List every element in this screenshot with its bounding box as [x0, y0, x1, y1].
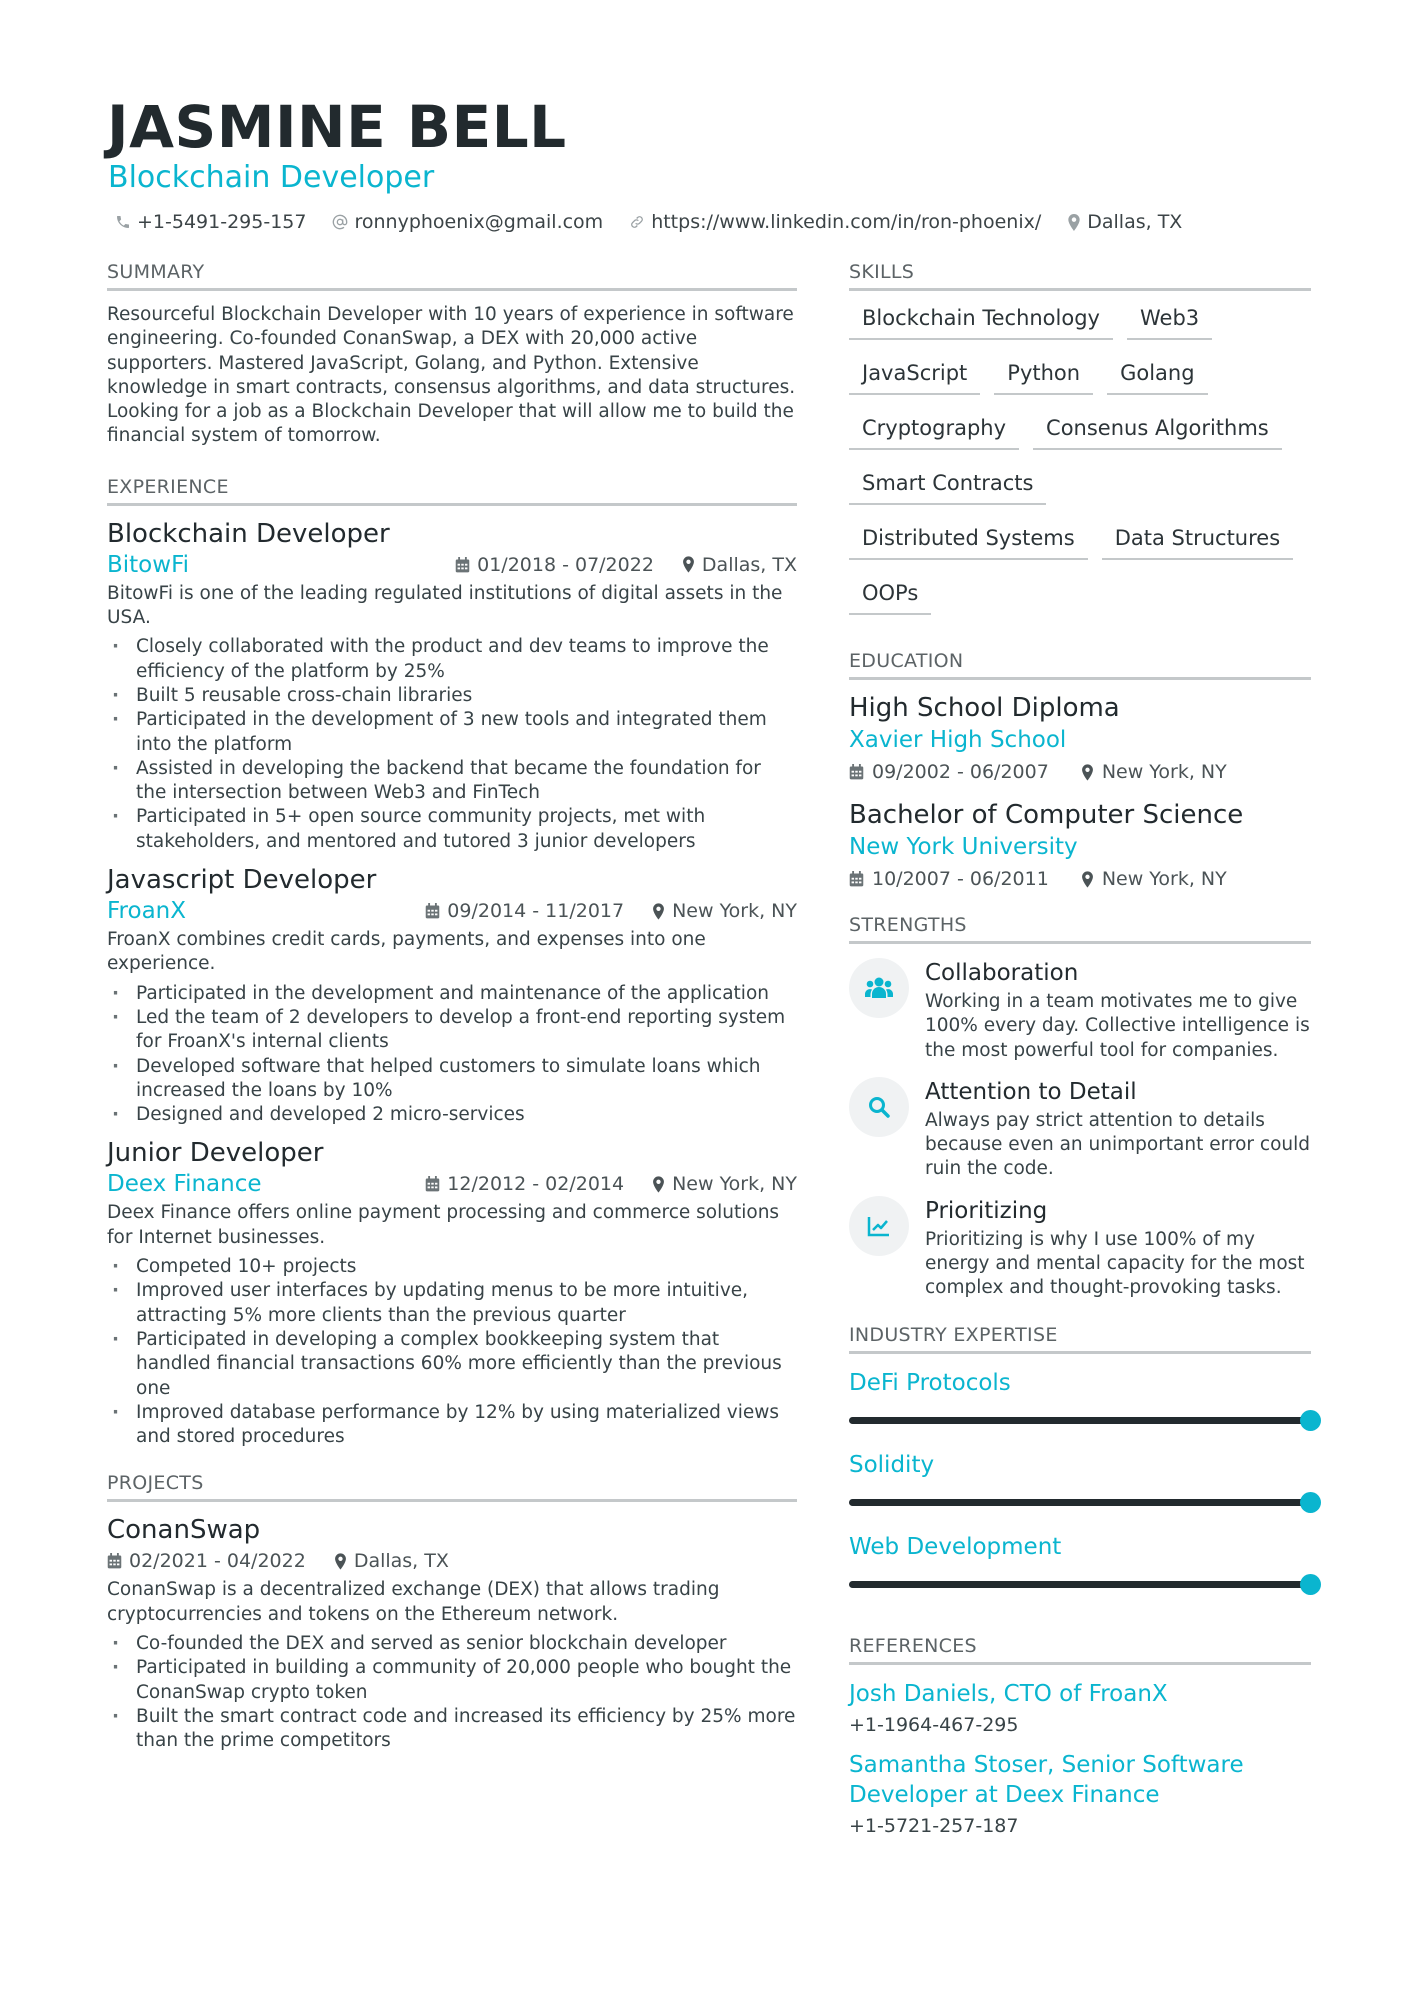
- strength-icon-badge: [849, 1196, 909, 1256]
- contact-phone[interactable]: [115, 211, 306, 233]
- expertise-bar: [849, 1499, 1311, 1506]
- contact-linkedin-text: https://www.linkedin.com/in/ron-phoenix/: [651, 211, 1042, 233]
- experience-item: [107, 1137, 797, 1449]
- strength-text: Prioritizing is why I use 100% of my energy and mental capacity for the most complex and thought-provoking tasks.: [925, 1228, 1305, 1299]
- strength-title: Collaboration: [925, 960, 1079, 986]
- contact-email[interactable]: [332, 211, 603, 233]
- calendar-icon: [107, 1553, 122, 1569]
- school-name: New York University: [849, 834, 1078, 860]
- achievement-item: · Participated in the development and maintenance of the application: [107, 982, 797, 1006]
- strength-item: [849, 1196, 1311, 1301]
- skill-tag: Cryptography: [849, 415, 1019, 450]
- education-dates: 10/2007 - 06/2011: [872, 868, 1049, 890]
- achievement-item: · Participated in the development of 3 new tools and integrated them into the platform: [107, 708, 797, 757]
- skill-tag: Smart Contracts: [849, 470, 1046, 505]
- skill-tag: Data Structures: [1102, 525, 1293, 560]
- achievement-item: · Developed software that helped customers to simulate loans which increased the loans by 10%: [107, 1055, 797, 1104]
- expertise-item: [849, 1532, 1311, 1588]
- degree-title: Bachelor of Computer Science: [849, 800, 1244, 830]
- achievement-list: [107, 1632, 797, 1753]
- strengths-heading: STRENGTHS: [849, 913, 1311, 944]
- company-description: BitowFi is one of the leading regulated institutions of digital assets in the USA.: [107, 582, 783, 629]
- skills-list: [849, 305, 1311, 635]
- people-icon: [865, 977, 893, 999]
- job-location: New York, NY: [672, 900, 797, 923]
- achievement-item: · Built the smart contract code and increased its efficiency by 25% more than the prime competitors: [107, 1705, 797, 1754]
- achievement-item: · Participated in developing a complex bookkeeping system that handled financial transactions 60% more efficiently than the previous one: [107, 1328, 797, 1401]
- education-heading: EDUCATION: [849, 649, 1311, 680]
- achievement-item: · Designed and developed 2 micro-services: [107, 1103, 797, 1127]
- search-icon: [867, 1095, 891, 1119]
- degree-title: High School Diploma: [849, 693, 1120, 723]
- skill-tag: Python: [994, 360, 1093, 395]
- strength-text: Always pay strict attention to details because even an unimportant error could ruin the code.: [925, 1109, 1311, 1180]
- achievement-item: · Improved database performance by 12% by using materialized views and stored procedures: [107, 1401, 797, 1450]
- expertise-bar-knob: [1300, 1410, 1321, 1431]
- references-heading: REFERENCES: [849, 1634, 1311, 1665]
- location-pin-icon: [652, 903, 665, 920]
- experience-item: [107, 518, 797, 854]
- summary-heading: SUMMARY: [107, 260, 797, 291]
- achievement-item: · Competed 10+ projects: [107, 1255, 797, 1279]
- project-item: [107, 1514, 797, 1753]
- at-icon: [332, 214, 348, 230]
- calendar-icon: [425, 903, 440, 919]
- expertise-bar: [849, 1417, 1311, 1424]
- experience-heading: EXPERIENCE: [107, 475, 797, 506]
- skill-tag: Web3: [1127, 305, 1212, 340]
- skill-tag: Golang: [1107, 360, 1207, 395]
- contact-linkedin[interactable]: [629, 211, 1041, 233]
- achievement-item: · Co-founded the DEX and served as senior blockchain developer: [107, 1632, 797, 1656]
- reference-name: Samantha Stoser, Senior Software Developer at Deex Finance: [849, 1751, 1244, 1808]
- strength-text: Working in a team motivates me to give 100% every day. Collective intelligence is the most powerful tool for companies.: [925, 991, 1310, 1061]
- expertise-label: Solidity: [849, 1451, 935, 1478]
- expertise-heading: INDUSTRY EXPERTISE: [849, 1323, 1311, 1354]
- expertise-label: DeFi Protocols: [849, 1369, 1011, 1396]
- education-item: [849, 799, 1311, 895]
- job-title: Blockchain Developer: [107, 518, 390, 549]
- location-pin-icon: [682, 556, 695, 573]
- job-dates: 09/2014 - 11/2017: [447, 900, 625, 923]
- location-pin-icon: [1081, 764, 1094, 781]
- reference-phone: +1-1964-467-295: [849, 1713, 1019, 1736]
- project-location: Dallas, TX: [353, 1550, 449, 1573]
- calendar-icon: [849, 871, 864, 887]
- strength-title: Prioritizing: [925, 1197, 1048, 1224]
- job-dates: 12/2012 - 02/2014: [447, 1173, 625, 1196]
- summary-text: Resourceful Blockchain Developer with 10 years of experience in software engineering. Co-founded ConanSwap, a DEX with 20,000 active supporters. Mastered JavaScript, Golang, and Python. Extensive knowledge in smart contracts, consensus algorithms, and data structures. Looking for a job as a Blockchain Developer that will allow me to build the financial system of tomorrow.: [107, 304, 796, 447]
- strength-item: [849, 1077, 1311, 1182]
- left-column: [107, 260, 797, 1753]
- job-location: New York, NY: [672, 1173, 797, 1196]
- education-location: New York, NY: [1101, 868, 1227, 890]
- reference-name: Josh Daniels, CTO of FroanX: [849, 1680, 1168, 1707]
- achievement-item: · Assisted in developing the backend that became the foundation for the intersection between Web3 and FinTech: [107, 757, 797, 806]
- job-location: Dallas, TX: [701, 553, 797, 576]
- contact-location: [1067, 211, 1182, 233]
- project-name: ConanSwap: [107, 1515, 261, 1546]
- company-name: Deex Finance: [107, 1171, 262, 1198]
- company-name: BitowFi: [107, 551, 190, 578]
- skill-tag: OOPs: [849, 580, 931, 615]
- achievement-item: · Closely collaborated with the product and dev teams to improve the efficiency of the platform by 25%: [107, 635, 797, 684]
- expertise-bar-knob: [1300, 1492, 1321, 1513]
- achievement-item: · Led the team of 2 developers to develop a front-end reporting system for FroanX's internal clients: [107, 1006, 797, 1055]
- skill-tag: Consenus Algorithms: [1033, 415, 1282, 450]
- experience-item: [107, 864, 797, 1127]
- achievement-item: · Built 5 reusable cross-chain libraries: [107, 684, 797, 708]
- strength-icon-badge: [849, 958, 909, 1018]
- location-pin-icon: [652, 1176, 665, 1193]
- calendar-icon: [425, 1176, 440, 1192]
- education-location: New York, NY: [1101, 761, 1227, 783]
- calendar-icon: [849, 764, 864, 780]
- contact-email-text: ronnyphoenix@gmail.com: [354, 211, 604, 233]
- job-title: Javascript Developer: [107, 865, 377, 896]
- achievement-item: · Participated in 5+ open source community projects, met with stakeholders, and mentored and tutored 3 junior developers: [107, 805, 797, 854]
- link-icon: [629, 214, 645, 230]
- expertise-item: [849, 1368, 1311, 1424]
- project-description: ConanSwap is a decentralized exchange (DEX) that allows trading cryptocurrencies and tokens on the Ethereum network.: [107, 1579, 720, 1625]
- candidate-name: JASMINE BELL: [107, 93, 567, 161]
- expertise-label: Web Development: [849, 1533, 1062, 1560]
- contact-location-text: Dallas, TX: [1087, 211, 1183, 233]
- skill-tag: Blockchain Technology: [849, 305, 1113, 340]
- contact-phone-text: +1-5491-295-157: [137, 211, 307, 233]
- achievement-item: · Participated in building a community of 20,000 people who bought the ConanSwap crypto token: [107, 1656, 797, 1705]
- candidate-title: Blockchain Developer: [108, 160, 435, 195]
- expertise-bar-fill: [849, 1499, 1311, 1506]
- contact-bar: [115, 211, 1208, 233]
- achievement-list: [107, 982, 797, 1128]
- achievement-item: · Improved user interfaces by updating menus to be more intuitive, attracting 5% more clients than the previous quarter: [107, 1279, 797, 1328]
- company-description: Deex Finance offers online payment processing and commerce solutions for Internet businesses.: [107, 1202, 780, 1248]
- reference-item: [849, 1679, 1311, 1738]
- reference-phone: +1-5721-257-187: [849, 1814, 1019, 1837]
- location-pin-icon: [1081, 871, 1094, 888]
- expertise-bar-knob: [1300, 1574, 1321, 1595]
- skills-heading: SKILLS: [849, 260, 1311, 291]
- job-title: Junior Developer: [107, 1138, 324, 1169]
- strength-item: [849, 958, 1311, 1063]
- location-pin-icon: [1067, 214, 1081, 231]
- strength-title: Attention to Detail: [925, 1078, 1137, 1105]
- trend-chart-icon: [867, 1215, 891, 1237]
- project-dates: 02/2021 - 04/2022: [129, 1550, 306, 1573]
- job-dates: 01/2018 - 07/2022: [477, 553, 654, 576]
- expertise-bar-fill: [849, 1581, 1311, 1588]
- skill-tag: Distributed Systems: [849, 525, 1088, 560]
- strength-icon-badge: [849, 1077, 909, 1137]
- right-column: [849, 260, 1311, 1839]
- company-name: FroanX: [107, 898, 187, 925]
- projects-heading: PROJECTS: [107, 1471, 797, 1502]
- skill-tag: JavaScript: [849, 360, 980, 395]
- school-name: Xavier High School: [849, 727, 1067, 753]
- phone-icon: [115, 214, 131, 230]
- company-description: FroanX combines credit cards, payments, and expenses into one experience.: [107, 929, 706, 975]
- achievement-list: [107, 635, 797, 854]
- education-item: [849, 692, 1311, 788]
- calendar-icon: [455, 557, 470, 573]
- reference-item: [849, 1750, 1311, 1839]
- expertise-bar-fill: [849, 1417, 1311, 1424]
- expertise-item: [849, 1450, 1311, 1506]
- location-pin-icon: [334, 1553, 347, 1570]
- achievement-list: [107, 1255, 797, 1449]
- education-dates: 09/2002 - 06/2007: [872, 761, 1049, 783]
- expertise-bar: [849, 1581, 1311, 1588]
